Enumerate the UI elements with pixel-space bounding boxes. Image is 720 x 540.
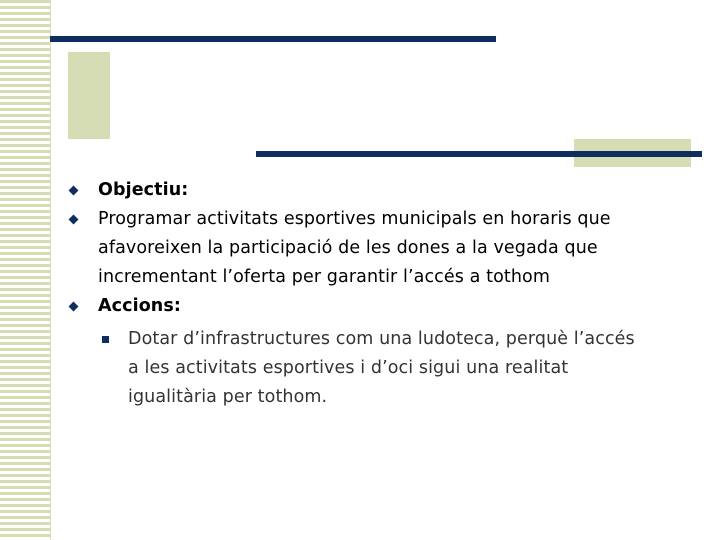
program-text: Programar activitats esportives municipals en horaris que afavoreixen la participació de les dones a la vegada que incrementant l’oferta per garantir l’accés a tothom [98,209,611,287]
bullet-item-actions [70,292,690,321]
middle-navy-rule [256,151,702,157]
square-bullet-icon [102,336,109,343]
actions-heading: Accions: [98,296,181,316]
left-divider-line [50,0,51,540]
bullet-item-objective [70,176,690,205]
olive-accent-block [68,52,110,139]
left-stripe-decoration [0,0,50,540]
objective-heading: Objectiu: [98,180,189,200]
slide-body [70,176,690,412]
diamond-bullet-icon [69,215,79,225]
diamond-bullet-icon [69,302,79,312]
diamond-bullet-icon [69,186,79,196]
bullet-item-program [70,205,690,292]
sub-bullet-text: Dotar d’infrastructures com una ludoteca, perquè l’accés a les activitats esportives i d’oci sigui una realitat igualitària per tothom. [128,329,635,407]
sub-bullet-item [102,325,648,412]
top-navy-rule [50,36,496,42]
